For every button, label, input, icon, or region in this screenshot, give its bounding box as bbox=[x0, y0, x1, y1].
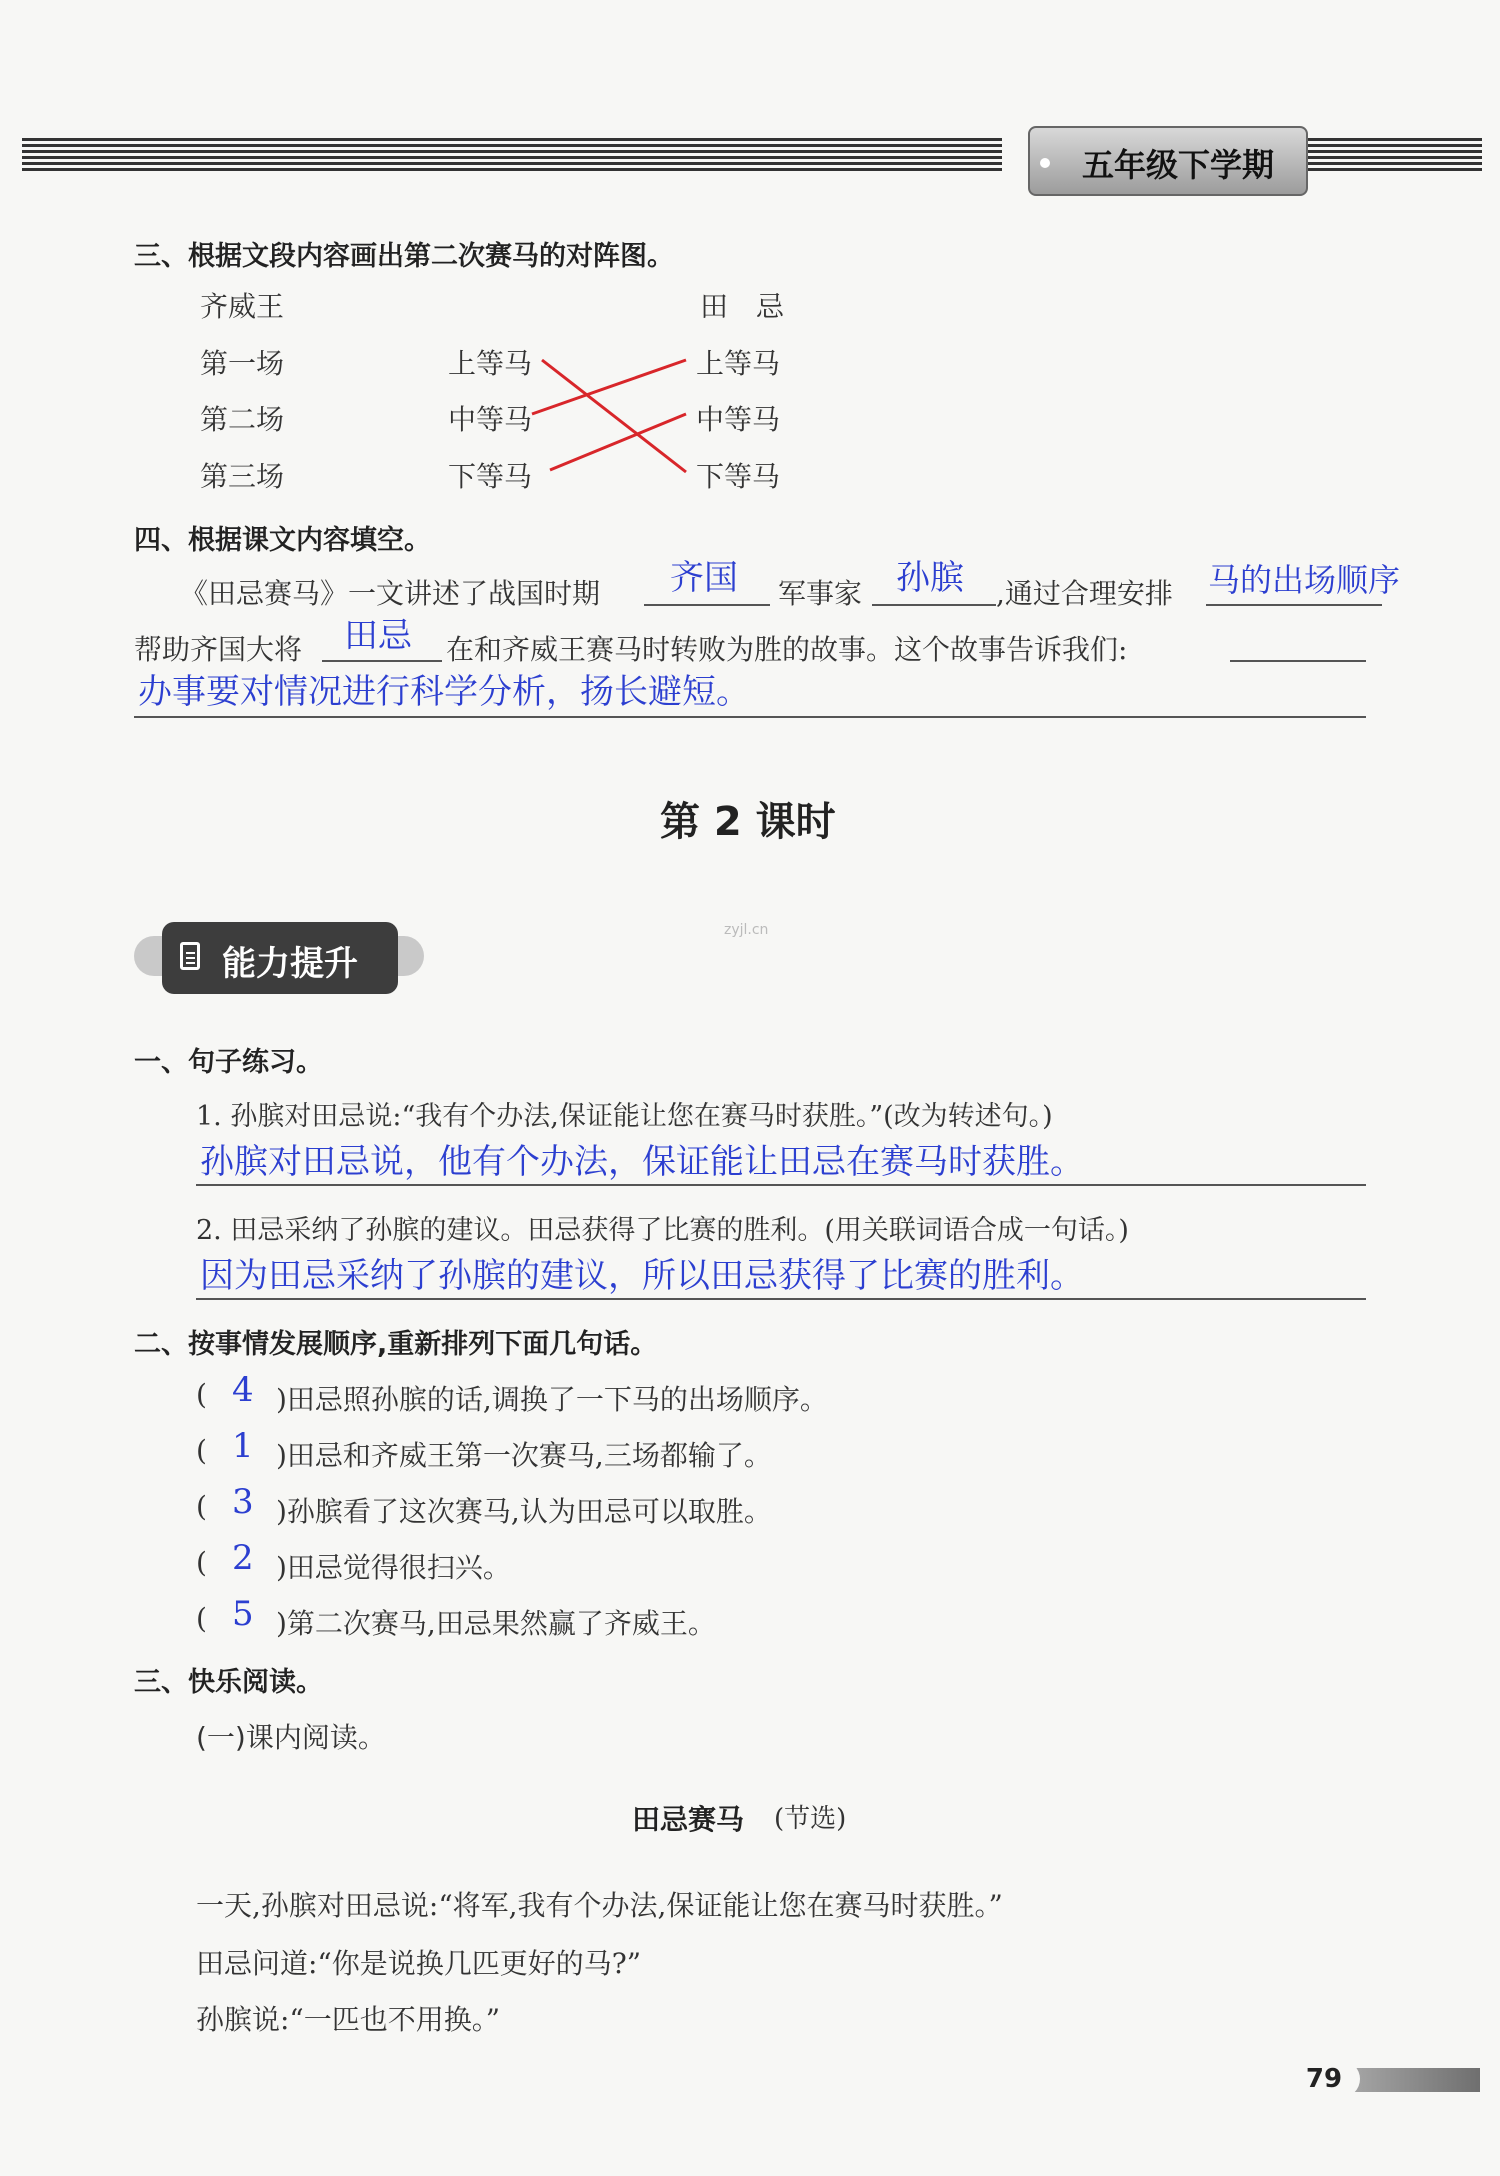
ability-badge bbox=[162, 922, 398, 994]
page-number: 79 bbox=[1288, 2060, 1360, 2098]
section3-title: 三、根据文段内容画出第二次赛马的对阵图。 bbox=[134, 241, 674, 272]
order-open-2: ( bbox=[196, 1434, 207, 1467]
passage-note: (节选) bbox=[774, 1804, 847, 1834]
order-text-5: )第二次赛马,田忌果然赢了齐威王。 bbox=[276, 1607, 716, 1640]
blank-3-line bbox=[1206, 604, 1382, 606]
order-text-2: )田忌和齐威王第一次赛马,三场都输了。 bbox=[276, 1439, 772, 1472]
fill-text-4: 帮助齐国大将 bbox=[134, 633, 303, 666]
match-line-3 bbox=[550, 414, 686, 470]
subsection-title: (一)课内阅读。 bbox=[196, 1721, 386, 1754]
fill-text-5: 在和齐威王赛马时转败为胜的故事。这个故事告诉我们: bbox=[446, 633, 1128, 666]
passage-line-2: 田忌问道:“你是说换几匹更好的马?” bbox=[196, 1947, 642, 1980]
lesson-title: 第 2 课时 bbox=[660, 799, 836, 845]
order-open-3: ( bbox=[196, 1490, 207, 1523]
p2-section3-title: 三、快乐阅读。 bbox=[134, 1667, 323, 1698]
order-answer-4: 2 bbox=[232, 1538, 254, 1578]
badge-label: 能力提升 bbox=[222, 944, 358, 984]
answer-blank-4: 田忌 bbox=[344, 616, 412, 656]
question-1: 1. 孙膑对田忌说:“我有个办法,保证能让您在赛马时获胜。”(改为转述句。) bbox=[196, 1101, 1053, 1132]
order-text-4: )田忌觉得很扫兴。 bbox=[276, 1551, 511, 1584]
passage-line-3: 孙膑说:“一匹也不用换。” bbox=[196, 2003, 501, 2036]
order-answer-5: 5 bbox=[232, 1594, 254, 1634]
blank-2-line bbox=[872, 604, 996, 606]
answer-blank-5: 办事要对情况进行科学分析，扬长避短。 bbox=[138, 672, 750, 712]
answer-q1-line bbox=[196, 1184, 1366, 1186]
passage-line-1: 一天,孙膑对田忌说:“将军,我有个办法,保证能让您在赛马时获胜。” bbox=[196, 1889, 1003, 1922]
answer-5-line bbox=[134, 716, 1366, 718]
matchup-right-name: 田 忌 bbox=[700, 290, 785, 323]
order-answer-1: 4 bbox=[232, 1370, 254, 1410]
left-horse-2: 中等马 bbox=[448, 403, 533, 436]
order-open-1: ( bbox=[196, 1378, 207, 1411]
section4-title: 四、根据课文内容填空。 bbox=[134, 525, 431, 556]
right-horse-2: 中等马 bbox=[696, 403, 781, 436]
match-line-2 bbox=[532, 360, 686, 414]
passage-title: 田忌赛马 bbox=[632, 1803, 745, 1836]
left-horse-1: 上等马 bbox=[448, 347, 533, 380]
order-answer-3: 3 bbox=[232, 1482, 254, 1522]
fill-text-1: 《田忌赛马》一文讲述了战国时期 bbox=[180, 577, 601, 610]
answer-blank-2: 孙膑 bbox=[896, 558, 964, 598]
order-text-1: )田忌照孙膑的话,调换了一下马的出场顺序。 bbox=[276, 1383, 828, 1416]
right-horse-1: 上等马 bbox=[696, 347, 781, 380]
answer-blank-1: 齐国 bbox=[670, 558, 738, 598]
blank-4-line bbox=[322, 660, 442, 662]
round-2-label: 第二场 bbox=[200, 403, 285, 436]
blank-5-line bbox=[1230, 660, 1366, 662]
blank-1-line bbox=[644, 604, 770, 606]
order-open-4: ( bbox=[196, 1546, 207, 1579]
order-open-5: ( bbox=[196, 1602, 207, 1635]
fill-text-2: 军事家 bbox=[778, 577, 863, 610]
left-horse-3: 下等马 bbox=[448, 460, 533, 493]
document-icon bbox=[180, 942, 200, 970]
order-text-3: )孙膑看了这次赛马,认为田忌可以取胜。 bbox=[276, 1495, 772, 1528]
matchup-left-name: 齐威王 bbox=[200, 290, 285, 323]
answer-q1: 孙膑对田忌说，他有个办法，保证能让田忌在赛马时获胜。 bbox=[200, 1142, 1084, 1182]
right-horse-3: 下等马 bbox=[696, 460, 781, 493]
fill-text-3: ,通过合理安排 bbox=[996, 577, 1173, 610]
answer-q2-line bbox=[196, 1298, 1366, 1300]
match-line-1 bbox=[542, 360, 686, 472]
watermark: zyjl.cn bbox=[724, 922, 769, 938]
p2-section1-title: 一、句子练习。 bbox=[134, 1047, 323, 1078]
question-2: 2. 田忌采纳了孙膑的建议。田忌获得了比赛的胜利。(用关联词语合成一句话。) bbox=[196, 1215, 1129, 1246]
answer-blank-3: 马的出场顺序 bbox=[1208, 561, 1401, 599]
answer-q2: 因为田忌采纳了孙膑的建议，所以田忌获得了比赛的胜利。 bbox=[200, 1256, 1084, 1296]
p2-section2-title: 二、按事情发展顺序,重新排列下面几句话。 bbox=[134, 1329, 658, 1360]
round-3-label: 第三场 bbox=[200, 460, 285, 493]
order-answer-2: 1 bbox=[232, 1426, 254, 1466]
grade-label: 五年级下学期 bbox=[1082, 146, 1275, 184]
round-1-label: 第一场 bbox=[200, 347, 285, 380]
